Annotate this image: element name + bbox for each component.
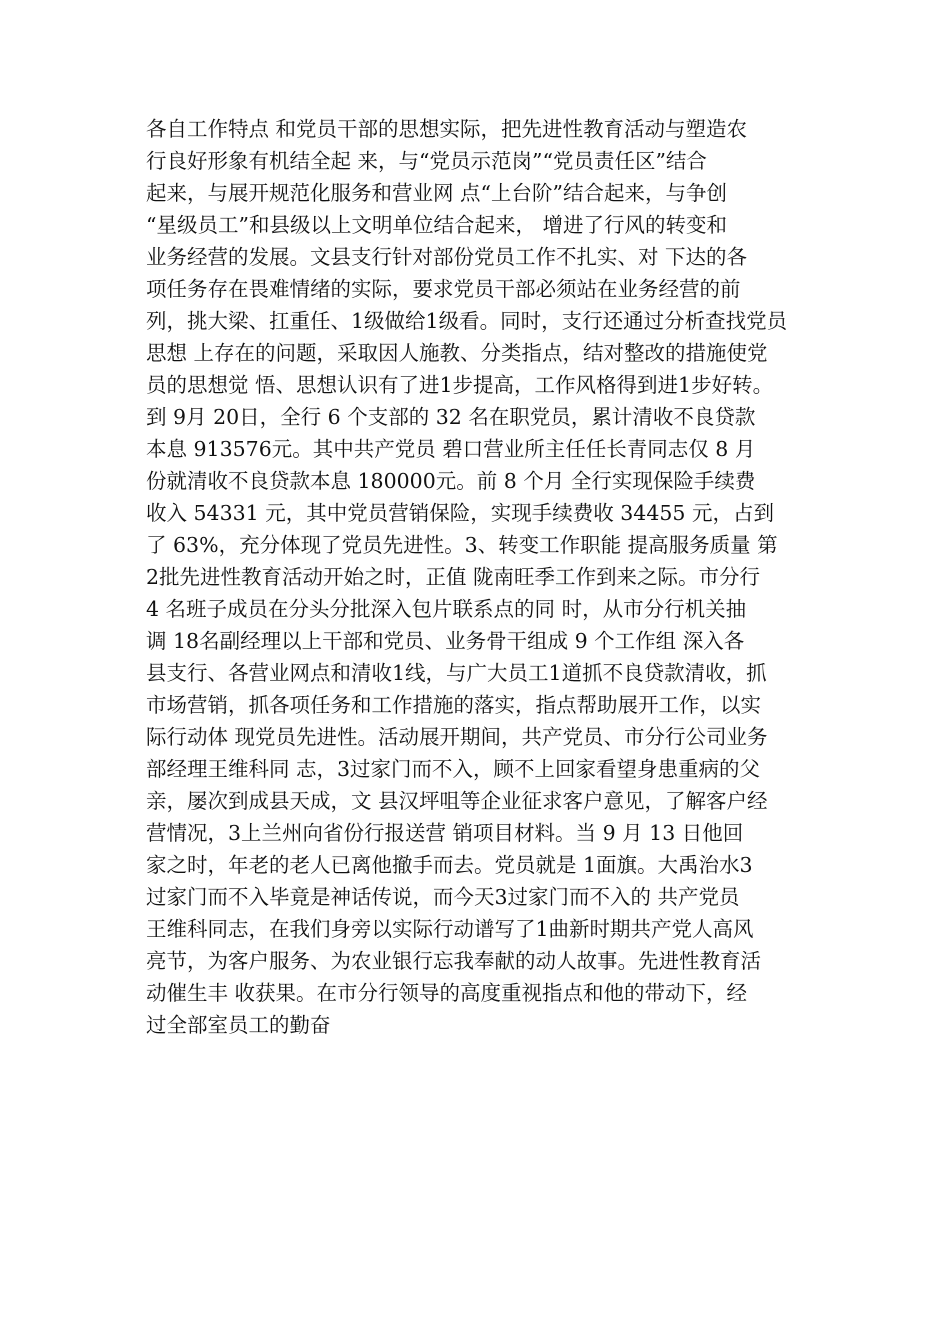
text-line: 调 18名副经理以上干部和党员、业务骨干组成 9 个工作组 深入各	[146, 629, 745, 653]
text-line: 动催生丰 收获果。在市分行领导的高度重视指点和他的带动下，经	[146, 981, 748, 1005]
text-line: 收入 54331 元，其中党员营销保险，实现手续费收 34455 元，占到	[146, 501, 774, 525]
text-line: 行良好形象有机结全起 来，与“党员示范岗”“党员责任区”结合	[146, 149, 707, 173]
text-line: 列，挑大梁、扛重任、1级做给1级看。同时，支行还通过分析查找党员	[146, 309, 788, 333]
text-line: 部经理王维科同 志，3过家门而不入，顾不上回家看望身患重病的父	[146, 757, 761, 781]
text-line: 亮节，为客户服务、为农业银行忘我奉献的动人故事。先进性教育活	[146, 949, 761, 973]
text-line: 2批先进性教育活动开始之时，正值 陇南旺季工作到来之际。市分行	[146, 565, 761, 589]
text-line: 本息 913576元。其中共产党员 碧口营业所主任任长青同志仅 8 月	[146, 437, 756, 461]
text-line: 业务经营的发展。文县支行针对部份党员工作不扎实、对 下达的各	[146, 245, 748, 269]
text-line: 王维科同志，在我们身旁以实际行动谱写了1曲新时期共产党人高风	[146, 917, 754, 941]
text-line: 家之时，年老的老人已离他撤手而去。党员就是 1面旗。大禹治水3	[146, 853, 753, 877]
text-line: 员的思想觉 悟、思想认识有了进1步提高，工作风格得到进1步好转。	[146, 373, 774, 397]
text-line: “星级员工”和县级以上文明单位结合起来， 增进了行风的转变和	[146, 213, 727, 237]
text-line: 起来，与展开规范化服务和营业网 点“上台阶”结合起来，与争创	[146, 181, 727, 205]
text-line: 亲，屡次到成县天成，文 县汉坪咀等企业征求客户意见，了解客户经	[146, 789, 768, 813]
text-line: 营情况，3上兰州向省份行报送营 销项目材料。当 9 月 13 日他回	[146, 821, 744, 845]
body-paragraph	[146, 113, 826, 1041]
text-line: 到 9月 20日，全行 6 个支部的 32 名在职党员，累计清收不良贷款	[146, 405, 756, 429]
text-line: 过全部室员工的勤奋	[146, 1013, 331, 1037]
text-line: 县支行、各营业网点和清收1线，与广大员工1道抓不良贷款清收，抓	[146, 661, 767, 685]
text-line: 份就清收不良贷款本息 180000元。前 8 个月 全行实现保险手续费	[146, 469, 756, 493]
text-line: 项任务存在畏难情绪的实际，要求党员干部必须站在业务经营的前	[146, 277, 741, 301]
text-line: 市场营销，抓各项任务和工作措施的落实，指点帮助展开工作，以实	[146, 693, 761, 717]
text-line: 了 63%，充分体现了党员先进性。3、转变工作职能 提高服务质量 第	[146, 533, 778, 557]
text-line: 过家门而不入毕竟是神话传说，而今天3过家门而不入的 共产党员	[146, 885, 740, 909]
text-line: 际行动体 现党员先进性。活动展开期间，共产党员、市分行公司业务	[146, 725, 768, 749]
text-line: 4 名班子成员在分头分批深入包片联系点的同 时，从市分行机关抽	[146, 597, 747, 621]
text-line: 各自工作特点 和党员干部的思想实际，把先进性教育活动与塑造农	[146, 117, 748, 141]
text-line: 思想 上存在的问题，采取因人施教、分类指点，结对整改的措施使党	[146, 341, 768, 365]
